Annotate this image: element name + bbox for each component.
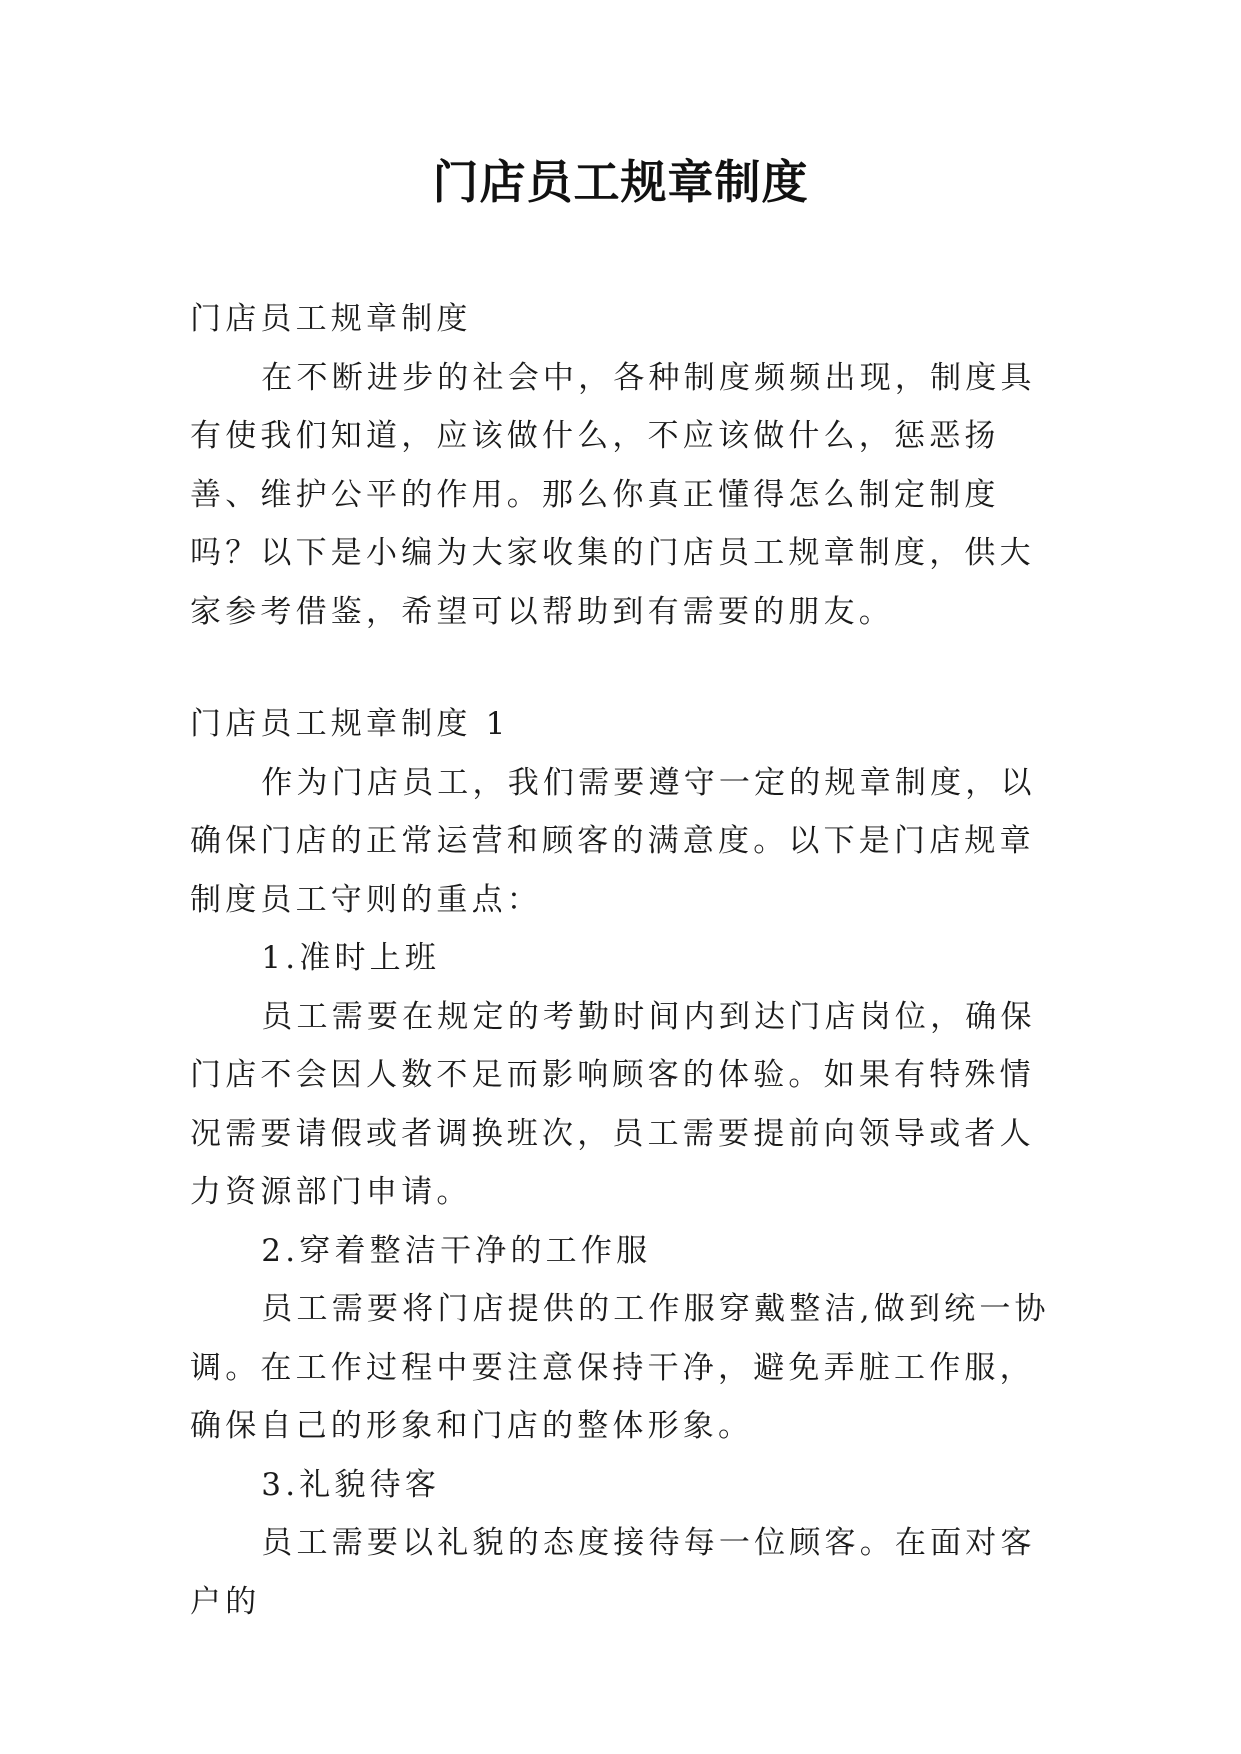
document-body: [190, 290, 1060, 1631]
rule3-title: 3.礼貌待客: [261, 1466, 441, 1503]
section1-heading: 门店员工规章制度 1: [190, 706, 510, 742]
intro-paragraph: 在不断进步的社会中，各种制度频频出现，制度具有使我们知道，应该做什么，不应该做什么，惩恶扬善、维护公平的作用。那么你真正懂得怎么制定制度吗？以下是小编为大家收集的门店员工规章制度，供大家参考借鉴，希望可以帮助到有需要的朋友。: [190, 359, 1036, 630]
section1-intro: 作为门店员工，我们需要遵守一定的规章制度，以确保门店的正常运营和顾客的满意度。以下是门店规章制度员工守则的重点：: [190, 764, 1036, 918]
rule2-title: 2.穿着整洁干净的工作服: [261, 1232, 652, 1269]
document-title: 门店员工规章制度: [432, 155, 809, 209]
rule3-text: 员工需要以礼貌的态度接待每一位顾客。在面对客户的: [190, 1525, 1036, 1620]
rule1-text: 员工需要在规定的考勤时间内到达门店岗位，确保门店不会因人数不足而影响顾客的体验。如果有特殊情况需要请假或者调换班次，员工需要提前向领导或者人力资源部门申请。: [190, 998, 1036, 1210]
intro-heading: 门店员工规章制度: [190, 301, 472, 337]
rule1-title: 1.准时上班: [261, 940, 441, 976]
rule2-text: 员工需要将门店提供的工作服穿戴整洁,做到统一协调。在工作过程中要注意保持干净，避免弄脏工作服，确保自己的形象和门店的整体形象。: [190, 1291, 1050, 1444]
section-gap: [190, 641, 1060, 695]
